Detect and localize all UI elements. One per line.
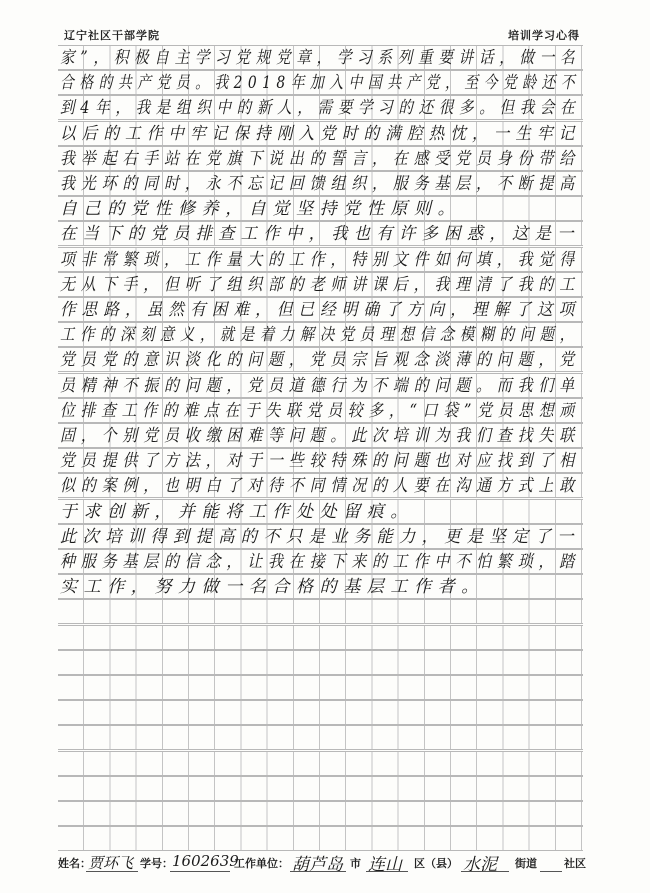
grid-row xyxy=(58,574,583,599)
handwritten-line: 此次培训得到提高的不只是业务能力，更是坚定了一 xyxy=(60,526,580,547)
student-id-underline xyxy=(170,871,230,872)
grid-row xyxy=(58,549,583,574)
grid-row xyxy=(58,499,583,524)
street-suffix: 街道 xyxy=(515,857,537,870)
grid-row xyxy=(58,398,583,423)
grid-row xyxy=(58,221,583,246)
grid-row xyxy=(58,625,583,650)
handwritten-line: 似的案例，也明白了对待不同情况的人要在沟通方式上敢 xyxy=(60,476,580,497)
grid-row xyxy=(58,776,583,801)
handwritten-line: 实工作，努力做一名合格的基层工作者。 xyxy=(60,577,485,598)
city-underline xyxy=(290,871,346,872)
grid-row xyxy=(58,650,583,675)
grid-row xyxy=(58,700,583,725)
grid-row xyxy=(58,725,583,750)
grid-row xyxy=(58,524,583,549)
handwritten-line: 位排查工作的难点在于失联党员较多，“口袋”党员思想顽 xyxy=(60,400,580,421)
grid-row xyxy=(58,247,583,272)
grid-row xyxy=(58,473,583,498)
grid-row xyxy=(58,70,583,95)
writing-grid xyxy=(58,45,583,850)
district-suffix: 区（县） xyxy=(414,857,458,870)
grid-row xyxy=(58,171,583,196)
grid-row xyxy=(58,751,583,776)
signature-footer xyxy=(58,853,588,873)
handwritten-line: 自己的党性修养，自觉坚持党性原则。 xyxy=(60,199,462,220)
grid-row xyxy=(58,95,583,120)
grid-row xyxy=(58,347,583,372)
handwritten-line: 固，个别党员收缴困难等问题。此次培训为我们查找失联 xyxy=(60,426,580,446)
community-underline xyxy=(540,871,562,872)
grid-row xyxy=(58,297,583,322)
street-underline xyxy=(461,871,509,872)
handwritten-line: 无从下手，但听了组织部的老师讲课后，我理清了我的工 xyxy=(60,274,580,295)
grid-row xyxy=(58,801,583,826)
grid-row xyxy=(58,373,583,398)
city-suffix: 市 xyxy=(350,857,361,870)
handwritten-line: 于求创新，并能将工作处处留痕。 xyxy=(60,501,414,522)
grid-row xyxy=(58,146,583,171)
grid-row xyxy=(58,121,583,146)
work-unit-label: 工作单位： xyxy=(234,857,289,870)
name-underline xyxy=(86,871,138,872)
grid-row xyxy=(58,45,583,70)
grid-row xyxy=(58,196,583,221)
handwritten-line: 项非常繁琐，工作量大的工作，特别文件如何填，我觉得 xyxy=(60,249,580,270)
community-suffix: 社区 xyxy=(564,857,586,870)
handwritten-line: 到4年，我是组织中的新人，需要学习的还很多。但我会在 xyxy=(60,98,581,119)
student-id-value: 1602639 xyxy=(172,852,239,870)
handwritten-line: 在当下的党员排查工作中，我也有许多困惑，这是一 xyxy=(60,224,580,245)
handwritten-line: 种服务基层的信念，让我在接下来的工作中不怕繁琐，踏 xyxy=(60,552,580,572)
handwritten-line: 员精神不振的问题，党员道德行为不端的问题。而我们单 xyxy=(60,375,580,396)
grid-row xyxy=(58,272,583,297)
grid-row xyxy=(58,599,583,624)
sheet-title: 培训学习心得 xyxy=(508,29,580,42)
handwritten-line: 我举起右手站在党旗下说出的誓言，在感受党员身份带给 xyxy=(60,148,580,169)
school-name: 辽宁社区干部学院 xyxy=(64,29,160,42)
handwritten-line: 党员党的意识淡化的问题，党员宗旨观念淡薄的问题，党 xyxy=(60,350,580,371)
handwritten-line: 家”，积极自主学习党规党章，学习系列重要讲话，做一名 xyxy=(60,48,581,68)
student-id-label: 学号： xyxy=(140,857,173,870)
grid-row xyxy=(58,675,583,700)
district-value: 连山 xyxy=(368,855,402,875)
handwritten-line: 作思路，虽然有困难，但已经明确了方向，理解了这项 xyxy=(60,300,581,320)
name-label: 姓名： xyxy=(58,857,91,870)
street-value: 水泥 xyxy=(463,855,497,875)
handwritten-line: 合格的共产党员。我2018年加入中国共产党，至今党龄还不 xyxy=(60,73,581,94)
grid-row xyxy=(58,322,583,347)
handwritten-line: 以后的工作中牢记保持刚入党时的满腔热忱，一生牢记 xyxy=(60,123,581,144)
grid-row xyxy=(58,826,583,851)
handwritten-line: 党员提供了方法，对于一些较特殊的问题也对应找到了相 xyxy=(60,451,580,472)
grid-row xyxy=(58,448,583,473)
grid-row xyxy=(58,423,583,448)
name-value: 贾环飞 xyxy=(88,854,134,872)
handwritten-line: 我光环的同时，永不忘记回馈组织，服务基层，不断提高 xyxy=(60,174,580,194)
handwritten-line: 工作的深刻意义，就是着力解决党员理想信念模糊的问题， xyxy=(60,325,580,346)
city-value: 葫芦岛 xyxy=(292,855,343,875)
district-underline xyxy=(366,871,408,872)
